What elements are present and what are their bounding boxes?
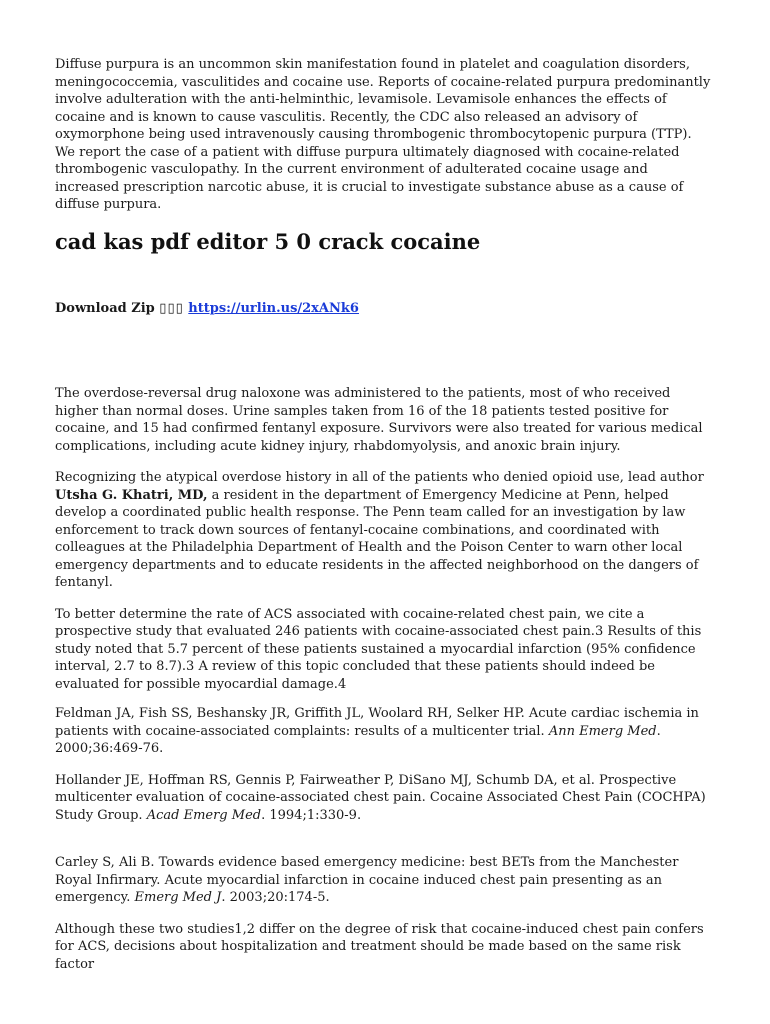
reference-text: Carley S, Ali B. Towards evidence based emergency medicine: best BETs from the Manchester Royal Infirmary. Acute myocardial infarction in cocaine induced chest pain presenting as an emergency.: [55, 855, 679, 905]
reference-journal: Ann Emerg Med: [548, 723, 657, 739]
reference-text: Hollander JE, Hoffman RS, Gennis P, Fairweather P, DiSano MJ, Schumb DA, et al. Prospective multicenter evaluation of cocaine-associated chest pain. Cocaine Associated Chest Pain (COCHPA) Study Group.: [55, 772, 706, 823]
reference-carley: [55, 854, 715, 907]
para2-text-after: a resident in the department of Emergency Medicine at Penn, helped develop a coordinated public health response. The Penn team called for an investigation by law enforcement to track down sources of fentanyl-cocaine combinations, and coordinated with colleagues at the Philadelphia Department of Health and the Poison Center to warn other local emergency departments and to educate residents in the affected neighborhood on the dangers of fentanyl.: [55, 487, 699, 590]
page-heading: cad kas pdf editor 5 0 crack cocaine: [55, 228, 481, 254]
para2-text-before: Recognizing the atypical overdose history in all of the patients who denied opioid use, lead author: [55, 470, 704, 485]
body-paragraph-response: [55, 469, 715, 592]
reference-citation: . 2000;36:469-76.: [55, 723, 661, 756]
download-line: [55, 300, 715, 318]
author-name: Utsha G. Khatri, MD,: [55, 487, 208, 503]
reference-text: Feldman JA, Fish SS, Beshansky JR, Griffith JL, Woolard RH, Selker HP. Acute cardiac ischemia in patients with cocaine-associated complaints: results of a multicenter trial.: [55, 706, 699, 739]
body-paragraph-naloxone: The overdose-reversal drug naloxone was administered to the patients, most of who received higher than normal doses. Urine samples taken from 16 of the 18 patients tested positive for cocaine, and 15 had confirmed fentanyl exposure. Survivors were also treated for various medical complications, including acute kidney injury, rhabdomyolysis, and anoxic brain injury.: [55, 386, 703, 454]
reference-journal: Emerg Med J: [134, 890, 222, 905]
arrow-glyphs-icon: ▯▯▯: [159, 300, 184, 316]
download-link[interactable]: https://urlin.us/2xANk6: [188, 300, 359, 316]
download-label: Download Zip: [55, 300, 155, 316]
body-paragraph-acs: To better determine the rate of ACS associated with cocaine-related chest pain, we cite a prospective study that evaluated 246 patients with cocaine-associated chest pain.3 Results of this study noted that 5.7 percent of these patients sustained a myocardial infarction (95% confidence interval, 2.7 to 8.7).3 A review of this topic concluded that these patients should indeed be evaluated for possible myocardial damage.4: [55, 606, 702, 692]
intro-paragraph: Diffuse purpura is an uncommon skin manifestation found in platelet and coagulation disorders, meningococcemia, vasculitides and cocaine use. Reports of cocaine-related purpura predominantly involve adulteration with the anti-helminthic, levamisole. Levamisole enhances the effects of cocaine and is known to cause vasculitis. Recently, the CDC also released an advisory of oxymorphone being used intravenously causing thrombogenic thrombocytopenic purpura (TTP). We report the case of a patient with diffuse purpura ultimately diagnosed with cocaine-related thrombogenic vasculopathy. In the current environment of adulterated cocaine usage and increased prescription narcotic abuse, it is crucial to investigate substance abuse as a cause of diffuse purpura.: [55, 57, 711, 212]
reference-citation: . 2003;20:174-5.: [221, 890, 330, 905]
reference-hollander: [55, 772, 715, 825]
reference-journal: Acad Emerg Med: [146, 807, 262, 823]
reference-feldman: [55, 705, 715, 758]
body-paragraph-risk: Although these two studies1,2 differ on the degree of risk that cocaine-induced chest pain confers for ACS, decisions about hospitalization and treatment should be made based on the same risk factor: [55, 921, 704, 972]
reference-citation: . 1994;1:330-9.: [261, 807, 362, 823]
